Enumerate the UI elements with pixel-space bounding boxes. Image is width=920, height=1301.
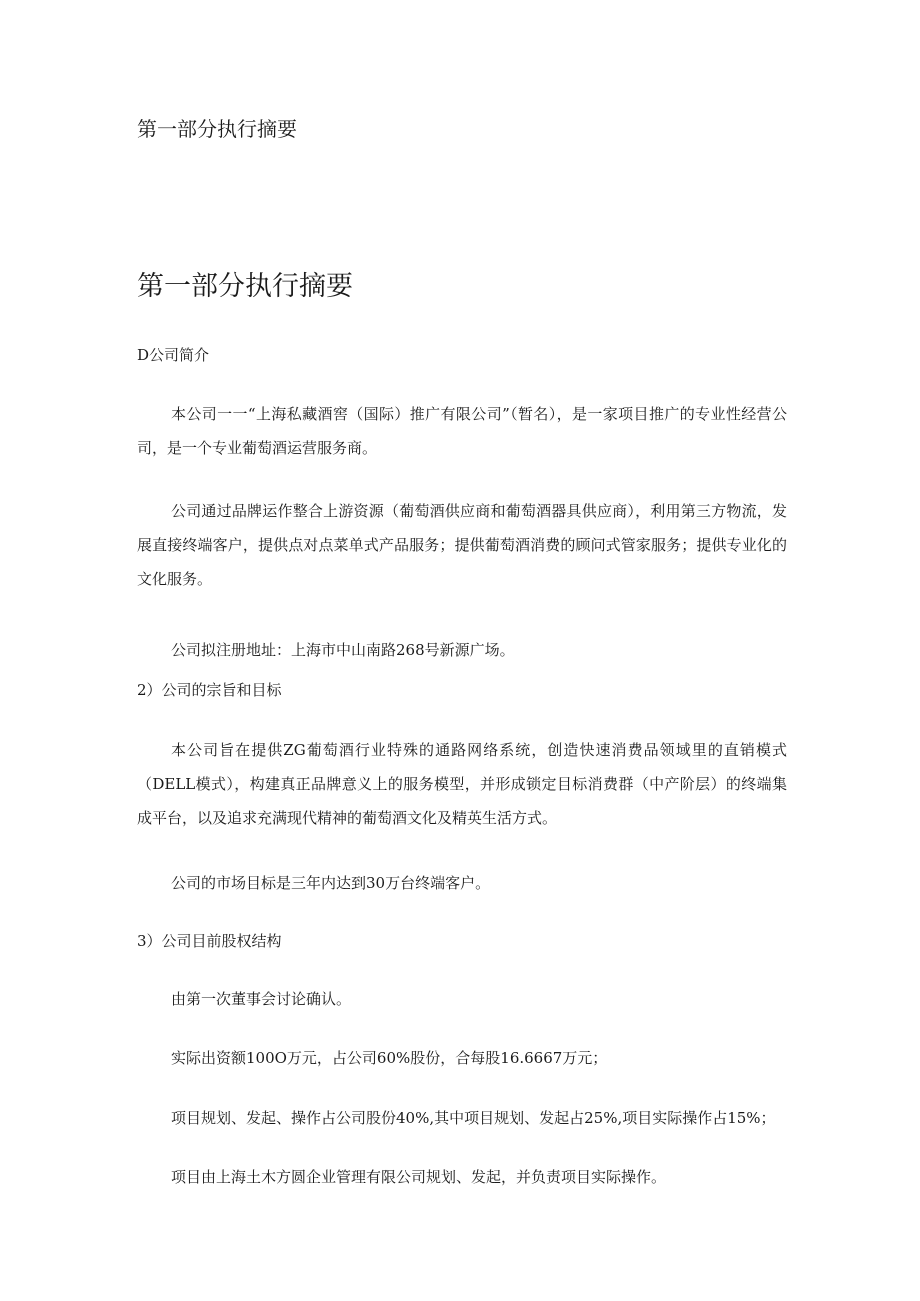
section-2-paragraph-2: 公司的市场目标是三年内达到30万台终端客户。 — [171, 874, 491, 892]
section-2-paragraph-1: 本公司旨在提供ZG葡萄酒行业特殊的通路网络系统，创造快速消费品领域里的直销模式（DELL模式），构建真正品牌意义上的服务模型，并形成锁定目标消费群（中产阶层）的终端集成平台，以及追求充满现代精神的葡萄酒文化及精英生活方式。 — [137, 741, 787, 827]
main-title: 第一部分执行摘要 — [137, 271, 353, 302]
section-3-line-1: 由第一次董事会讨论确认。 — [171, 990, 352, 1008]
section-1-paragraph-3: 公司拟注册地址：上海市中山南路268号新源广场。 — [171, 641, 515, 659]
section-2-title: 2）公司的宗旨和目标 — [137, 681, 282, 699]
section-1-paragraph-1: 本公司一一“上海私藏酒窖（国际）推广有限公司”（暂名），是一家项目推广的专业性经营公司，是一个专业葡萄酒运营服务商。 — [137, 405, 787, 457]
section-3-title: 3）公司目前股权结构 — [137, 932, 282, 950]
section-3-line-2: 实际出资额100O万元，占公司60%股份，合每股16.6667万元； — [171, 1049, 608, 1067]
header-title: 第一部分执行摘要 — [137, 117, 297, 141]
section-1-title: D公司简介 — [137, 346, 210, 364]
section-3-line-4: 项目由上海土木方圆企业管理有限公司规划、发起，并负责项目实际操作。 — [171, 1168, 667, 1186]
section-1-paragraph-2: 公司通过品牌运作整合上游资源（葡萄酒供应商和葡萄酒器具供应商），利用第三方物流，发展直接终端客户，提供点对点菜单式产品服务；提供葡萄酒消费的顾问式管家服务；提供专业化的文化服务。 — [137, 502, 787, 588]
section-3-line-3: 项目规划、发起、操作占公司股份40%,其中项目规划、发起占25%,项目实际操作占15%； — [171, 1109, 776, 1127]
